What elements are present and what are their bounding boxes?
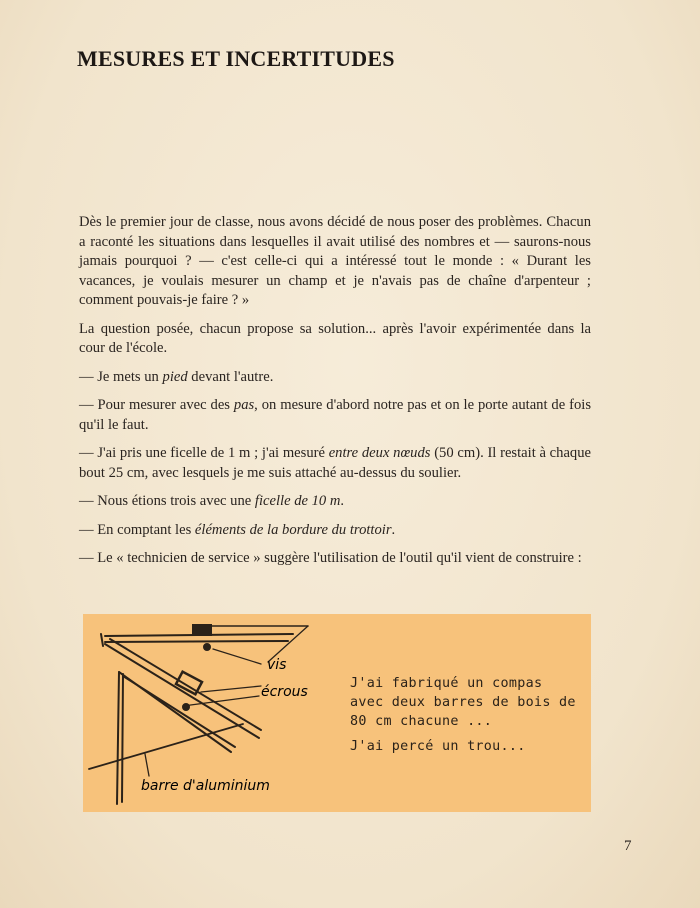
reply-emphasis: entre deux nœuds bbox=[328, 445, 431, 461]
reply-emphasis: éléments de la bordure du trottoir bbox=[194, 521, 392, 538]
reply-text: devant l'autre. bbox=[187, 368, 274, 385]
body-text bbox=[79, 213, 591, 578]
reply bbox=[79, 368, 591, 388]
reply-text: — Je mets un bbox=[79, 368, 163, 385]
reply bbox=[79, 444, 591, 483]
label-barre-aluminium: barre d'aluminium bbox=[141, 778, 270, 794]
compass-illustration bbox=[83, 614, 591, 812]
reply bbox=[79, 396, 591, 435]
reply-text: (50 cm). Il restait à chaque bout 25 cm, avec lesquels je me suis attaché au-dessus du soulier. bbox=[79, 445, 592, 481]
paragraph: Dès le premier jour de classe, nous avons décidé de nous poser des problèmes. Chacun a raconté les situations dans lesquelles il avait utilisé des nombres et — saurons-nous jamais pourquoi ? — c'est celle-ci qui a intéressé tout le monde : « Durant les vacances, je voulais mesurer un champ et je n'avais pas de chaîne d'arpenteur ; comment pouvais-je faire ? » bbox=[79, 214, 591, 308]
caption-line: J'ai percé un trou... bbox=[350, 739, 526, 754]
reply bbox=[79, 492, 591, 512]
label-ecrous: écrous bbox=[261, 684, 308, 700]
reply-text: — Le « technicien de service » suggère l'utilisation de l'outil qu'il vient de construire : bbox=[79, 550, 582, 566]
page-number: 7 bbox=[624, 838, 632, 854]
reply-text: — Pour mesurer avec des bbox=[79, 397, 234, 413]
reply bbox=[79, 521, 591, 541]
reply-text: — En comptant les bbox=[79, 521, 195, 538]
reply-text: — Nous étions trois avec une bbox=[79, 493, 255, 509]
figure-caption bbox=[350, 674, 580, 762]
reply-text: . bbox=[391, 521, 396, 538]
reply-text: — J'ai pris une ficelle de 1 m ; j'ai mesuré bbox=[79, 445, 329, 461]
reply-emphasis: ficelle de 10 m bbox=[254, 493, 341, 509]
reply bbox=[79, 549, 591, 569]
reply-emphasis: pied bbox=[162, 368, 188, 385]
paragraph: La question posée, chacun propose sa solution... après l'avoir expérimentée dans la cour de l'école. bbox=[79, 320, 591, 356]
reply-text: , on mesure d'abord notre pas et on le porte autant de fois qu'il le faut. bbox=[79, 397, 591, 433]
reply-text: . bbox=[340, 493, 345, 509]
caption-line: J'ai fabriqué un compas avec deux barres de bois de 80 cm chacune ... bbox=[350, 676, 576, 729]
label-vis: vis bbox=[267, 657, 287, 673]
page-title: MESURES ET INCERTITUDES bbox=[77, 46, 395, 71]
reply-emphasis: pas bbox=[233, 397, 255, 413]
